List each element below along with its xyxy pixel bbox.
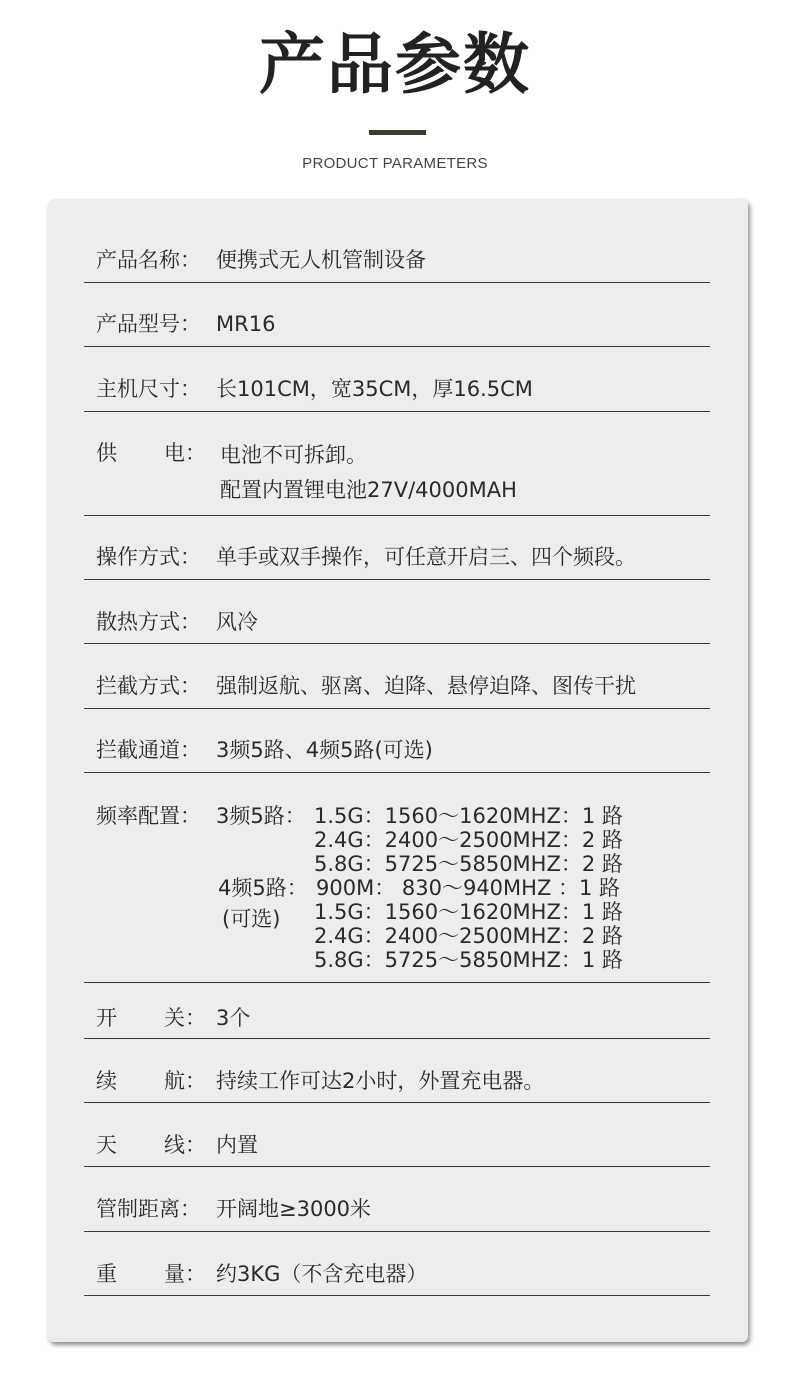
param-row-interception-method (84, 644, 710, 709)
frequency-line: 1.5G：1560～1620MHZ：1 路 (314, 804, 623, 828)
param-value: 强制返航、驱离、迫降、悬停迫降、图传干扰 (216, 674, 636, 698)
frequency-line: 5.8G：5725～5850MHZ：2 路 (314, 852, 623, 876)
param-label: 操作方式： (96, 545, 201, 569)
param-row-product-name (84, 199, 710, 283)
param-label: 重 量： (96, 1262, 206, 1286)
param-label: 天 线： (96, 1133, 206, 1157)
param-row-operation (84, 516, 710, 580)
frequency-line: 2.4G：2400～2500MHZ：2 路 (314, 924, 623, 948)
param-value: 约3KG（不含充电器） (216, 1262, 428, 1286)
param-value: 持续工作可达2小时，外置充电器。 (216, 1069, 545, 1093)
param-label: 拦截通道： (96, 738, 201, 762)
frequency-group-label: 4频5路： (218, 876, 308, 900)
param-value: 长101CM，宽35CM，厚16.5CM (216, 377, 533, 401)
param-value: 电池不可拆卸。 配置内置锂电池27V/4000MAH (220, 443, 517, 502)
param-row-interception-channel (84, 709, 710, 773)
param-row-endurance (84, 1039, 710, 1103)
frequency-line: 2.4G：2400～2500MHZ：2 路 (314, 828, 623, 852)
frequency-group-note: (可选) (222, 907, 281, 931)
page-title: 产品参数 (259, 26, 531, 103)
parameters-card (48, 199, 748, 1342)
frequency-line: 5.8G：5725～5850MHZ：1 路 (314, 948, 623, 972)
param-label: 开 关： (96, 1006, 206, 1030)
param-label: 供 电： (96, 441, 206, 465)
param-row-dimensions (84, 347, 710, 412)
param-label: 频率配置： (96, 804, 201, 828)
param-row-antenna (84, 1103, 710, 1167)
param-label: 主机尺寸： (96, 377, 201, 401)
param-row-model (84, 283, 710, 347)
param-label: 拦截方式： (96, 674, 201, 698)
param-value: 风冷 (216, 610, 258, 634)
param-label: 散热方式： (96, 610, 201, 634)
frequency-line: 900M： 830～940MHZ ：1 路 (316, 876, 621, 900)
frequency-line: 1.5G：1560～1620MHZ：1 路 (314, 900, 623, 924)
param-label: 产品名称： (96, 248, 201, 272)
page-subtitle: PRODUCT PARAMETERS (302, 155, 488, 172)
param-row-control-distance (84, 1167, 710, 1232)
param-value: 单手或双手操作，可任意开启三、四个频段。 (216, 545, 636, 569)
param-row-switch (84, 983, 710, 1039)
param-value: 3频5路、4频5路(可选) (216, 738, 433, 762)
param-value: 内置 (216, 1133, 258, 1157)
param-label: 续 航： (96, 1069, 206, 1093)
param-value: 3个 (216, 1006, 251, 1030)
param-row-power (84, 412, 710, 516)
frequency-group-label: 3频5路： (216, 804, 306, 828)
param-row-cooling (84, 580, 710, 644)
param-row-frequency-config (84, 773, 710, 983)
param-label: 管制距离： (96, 1197, 201, 1221)
param-label: 产品型号： (96, 312, 201, 336)
param-value: MR16 (216, 312, 276, 336)
param-row-weight (84, 1232, 710, 1296)
param-value: 开阔地≥3000米 (216, 1197, 372, 1221)
param-value: 便携式无人机管制设备 (216, 248, 426, 272)
title-underline (369, 130, 426, 135)
